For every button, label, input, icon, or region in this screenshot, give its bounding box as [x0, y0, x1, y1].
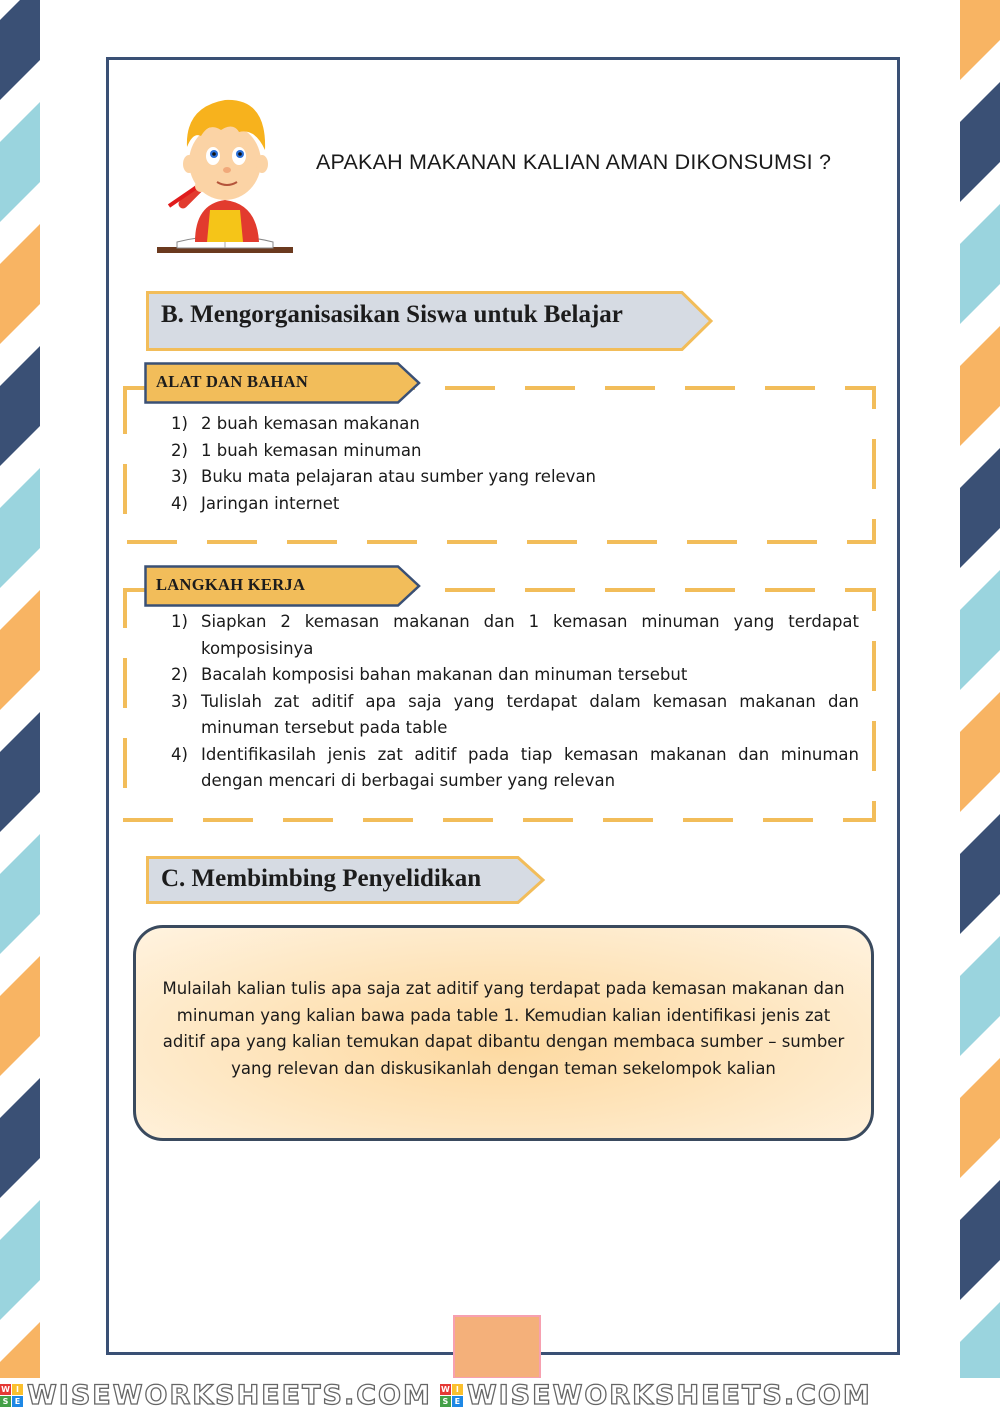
thinking-boy-illustration — [155, 92, 295, 258]
right-striped-border — [960, 0, 1000, 1385]
list-item: 4) Identifikasilah jenis zat aditif pada tiap kemasan makanan dan minuman dengan mencari di berbagai sumber yang relevan — [171, 744, 859, 790]
watermark-text: WISEWORKSHEETS.COM — [27, 1380, 432, 1411]
alat-dan-bahan-tag — [144, 362, 422, 404]
watermark-text: WISEWORKSHEETS.COM — [466, 1380, 872, 1411]
instruction-box — [133, 925, 874, 1141]
bottom-decorative-tab — [453, 1315, 541, 1379]
list-item: 4) Jaringan internet — [171, 493, 340, 513]
list-item: 2) Bacalah komposisi bahan makanan dan minuman tersebut — [171, 665, 688, 684]
instruction-text: Mulailah kalian tulis apa saja zat aditif yang terdapat pada kemasan makanan dan minuman yang kalian bawa pada table 1. Kemudian kalian identifikasi jenis zat aditif apa yang kalian temukan dapat dibantu dengan membaca sumber – sumber yang relevan dan diskusikanlah dengan teman sekelompok kalian — [162, 979, 845, 1078]
section-b-heading: B. Mengorganisasikan Siswa untuk Belajar — [161, 301, 623, 328]
langkah-kerja-tag — [144, 565, 422, 607]
alat-dan-bahan-label: ALAT DAN BAHAN — [156, 372, 309, 391]
list-item: 2) 1 buah kemasan minuman — [171, 440, 422, 460]
list-item: 1) 2 buah kemasan makanan — [171, 414, 420, 433]
list-item: 3) Buku mata pelajaran atau sumber yang relevan — [171, 467, 597, 486]
wiseworksheets-logo-icon: W I S E — [0, 1384, 23, 1407]
watermark-unit — [0, 1380, 432, 1411]
langkah-kerja-list — [171, 609, 859, 795]
page-title: APAKAH MAKANAN KALIAN AMAN DIKONSUMSI ? — [316, 150, 832, 174]
section-c-banner — [146, 856, 546, 904]
section-b-banner — [146, 291, 714, 351]
watermark-strip — [0, 1378, 1000, 1413]
wiseworksheets-logo-icon: W I S E — [440, 1384, 463, 1407]
left-striped-border — [0, 0, 40, 1385]
section-c-heading: C. Membimbing Penyelidikan — [161, 865, 482, 892]
alat-dan-bahan-list — [171, 411, 861, 517]
watermark-unit — [440, 1380, 872, 1411]
list-item: 3) Tulislah zat aditif apa saja yang terdapat dalam kemasan makanan dan minuman tersebut pada table — [171, 691, 859, 737]
langkah-kerja-label: LANGKAH KERJA — [156, 575, 306, 594]
list-item: 1) Siapkan 2 kemasan makanan dan 1 kemasan minuman yang terdapat komposisinya — [171, 612, 859, 658]
